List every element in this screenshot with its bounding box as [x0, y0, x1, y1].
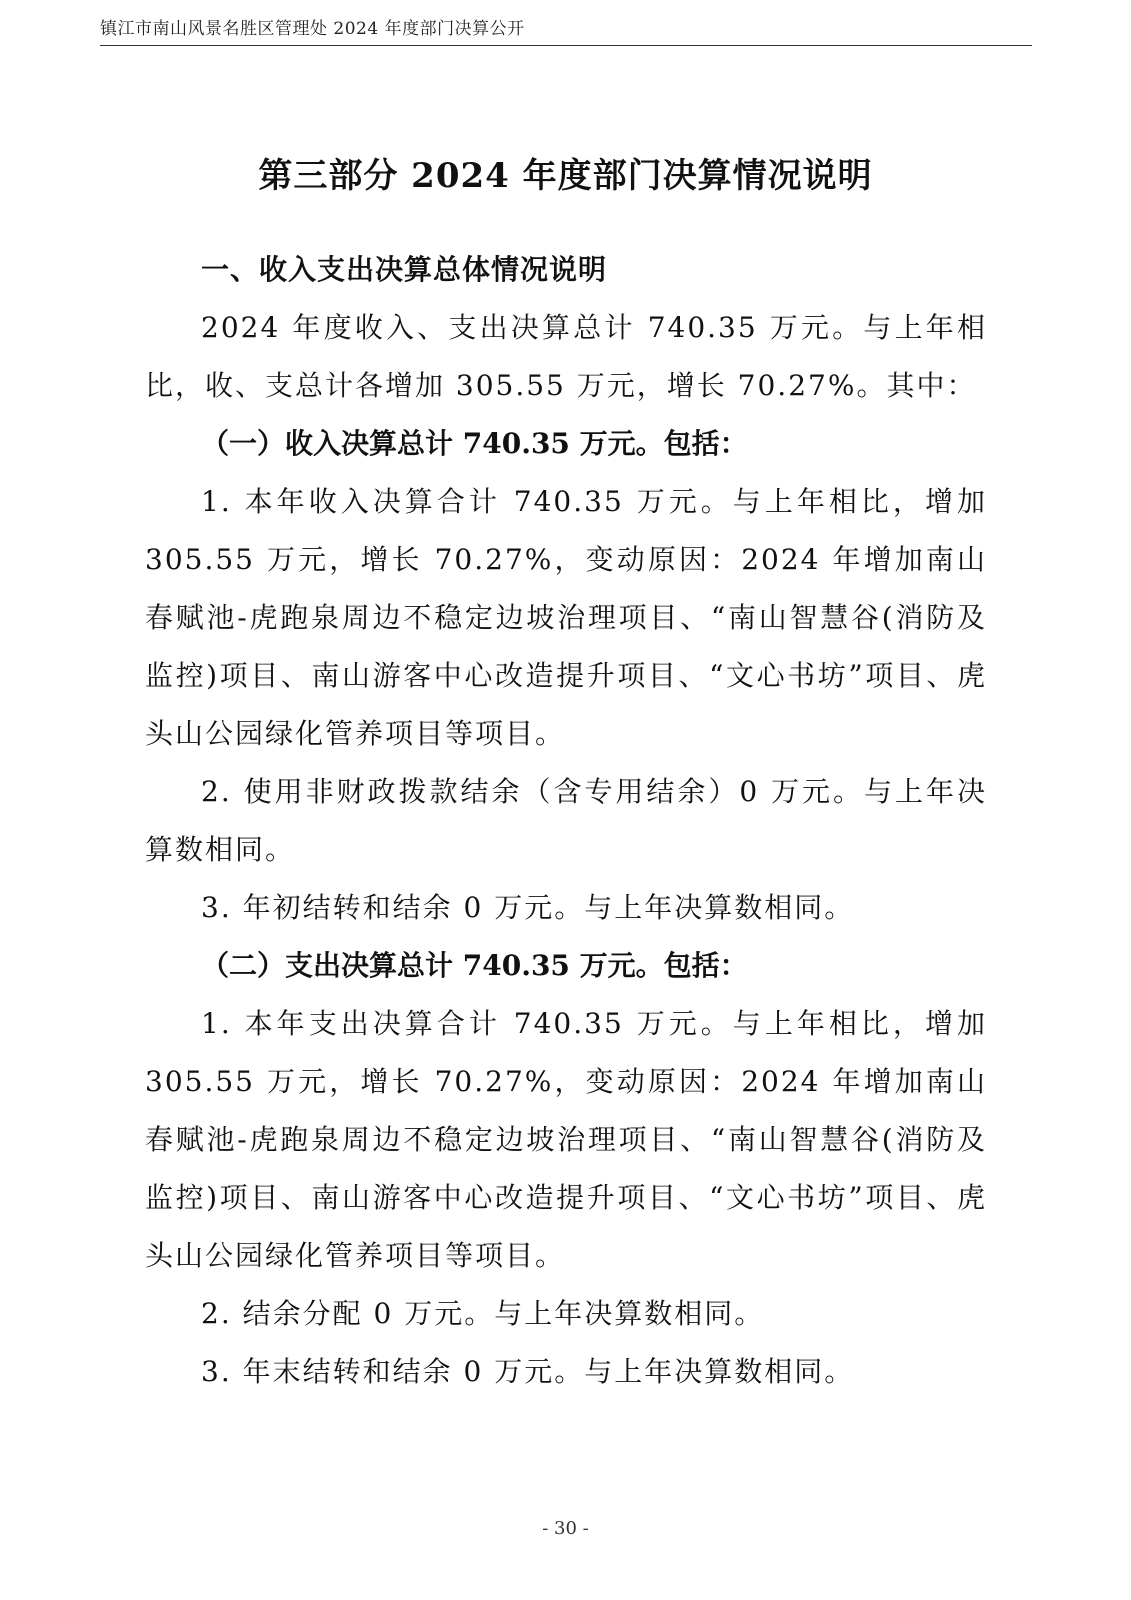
section-heading: 一、收入支出决算总体情况说明: [201, 253, 608, 286]
body-content: [145, 241, 987, 1401]
expense-item-3: 3. 年末结转和结余 0 万元。与上年决算数相同。: [201, 1355, 855, 1388]
section-intro-paragraph: 2024 年度收入、支出决算总计 740.35 万元。与上年相比，收、支总计各增加 305.55 万元，增长 70.27%。其中：: [145, 311, 987, 402]
expense-item-1: 1. 本年支出决算合计 740.35 万元。与上年相比，增加 305.55 万元，增长 70.27%，变动原因：2024 年增加南山春赋池-虎跑泉周边不稳定边坡治理项目、“南山智慧谷(消防及监控)项目、南山游客中心改造提升项目、“文心书坊”项目、虎头山公园绿化管养项目等项目。: [145, 1007, 987, 1272]
running-header: 镇江市南山风景名胜区管理处 2024 年度部门决算公开: [100, 14, 1032, 46]
income-item-1: 1. 本年收入决算合计 740.35 万元。与上年相比，增加 305.55 万元，增长 70.27%，变动原因：2024 年增加南山春赋池-虎跑泉周边不稳定边坡治理项目、“南山智慧谷(消防及监控)项目、南山游客中心改造提升项目、“文心书坊”项目、虎头山公园绿化管养项目等项目。: [145, 485, 987, 750]
income-item-2: 2. 使用非财政拨款结余（含专用结余）0 万元。与上年决算数相同。: [145, 775, 987, 866]
income-heading: （一）收入决算总计 740.35 万元。包括：: [201, 427, 748, 460]
expense-item-2: 2. 结余分配 0 万元。与上年决算数相同。: [201, 1297, 765, 1330]
page-title: 第三部分 2024 年度部门决算情况说明: [258, 156, 873, 196]
page-number: - 30 -: [542, 1518, 589, 1539]
income-item-3: 3. 年初结转和结余 0 万元。与上年决算数相同。: [201, 891, 855, 924]
expense-heading: （二）支出决算总计 740.35 万元。包括：: [201, 949, 748, 982]
